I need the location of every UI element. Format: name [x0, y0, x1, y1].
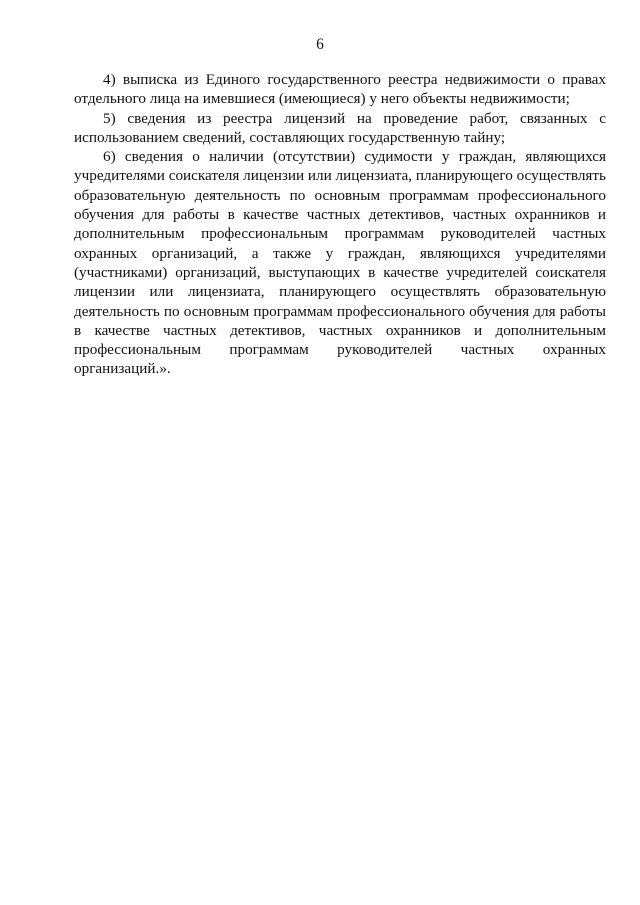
list-item-5: 5) сведения из реестра лицензий на проведение работ, связанных с использованием сведений, составляющих государственную тайну;: [74, 109, 606, 146]
list-item-4: 4) выписка из Единого государственного реестра недвижимости о правах отдельного лица на имевшиеся (имеющиеся) у него объекты недвижимости;: [74, 71, 606, 108]
page-number: 6: [316, 36, 324, 53]
list-item-6: 6) сведения о наличии (отсутствии) судимости у граждан, являющихся учредителями соискателя лицензии или лицензиата, планирующего осуществлять образовательную деятельность по основным программам профессионального обучения для работы в качестве частных детективов, частных охранников и дополнительным профессиональным программам руководителей частных охранных организаций, а также у граждан, являющихся учредителями (участниками) организаций, выступающих в качестве учредителей соискателя лицензии или лицензиата, планирующего осуществлять образовательную деятельность по основным программам профессионального обучения для работы в качестве частных детективов, частных охранников и дополнительным профессиональным программам руководителей частных охранных организаций.».: [74, 148, 606, 378]
document-body: [74, 70, 606, 379]
